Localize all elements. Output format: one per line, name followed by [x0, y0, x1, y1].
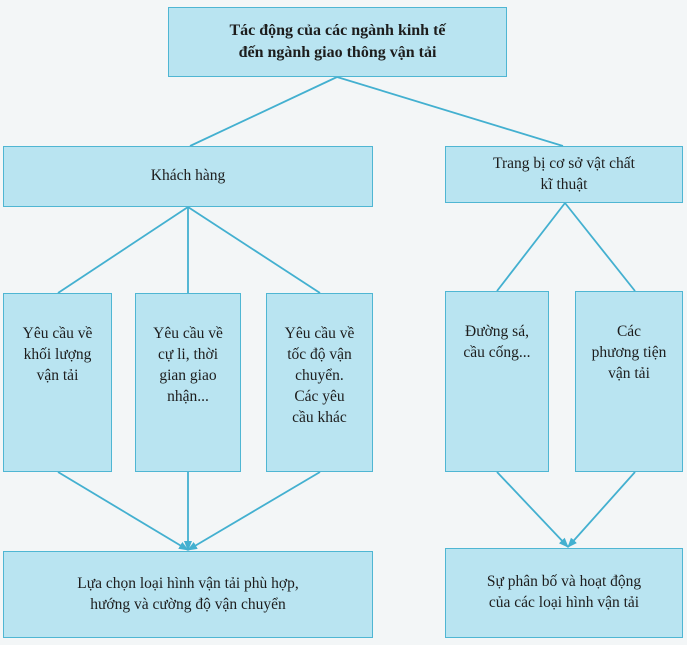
volume-requirement-box: [3, 293, 112, 472]
arrow-left-item3: [188, 472, 320, 550]
arrow-right-item2: [568, 472, 635, 547]
vehicles-box: [575, 291, 683, 472]
vehicles-line-2: phương tiện: [591, 343, 667, 361]
vehicles-line-3: vận tải: [608, 364, 650, 382]
arrow-left-item1: [58, 472, 188, 550]
distance-line-1: Yêu cầu về: [153, 325, 223, 342]
volume-line-2: khối lượng: [23, 345, 92, 363]
title-line-1: Tác động của các ngành kinh tế: [229, 22, 446, 40]
roads-line-1: Đường sá,: [465, 323, 529, 340]
distance-line-3: gian giao: [159, 366, 217, 384]
choice-line-1: Lựa chọn loại hình vận tải phù hợp,: [77, 574, 299, 592]
speed-requirement-box: [266, 293, 373, 472]
customer-box: [3, 146, 373, 207]
speed-line-5: cầu khác: [292, 408, 347, 426]
connector-right-item2: [565, 203, 635, 291]
roads-line-2: cầu cống...: [463, 343, 531, 361]
distribution-line-1: Sự phân bố và hoạt động: [486, 573, 642, 591]
speed-line-4: Các yêu: [294, 387, 345, 405]
vehicles-line-1: Các: [616, 323, 642, 340]
title-box: [168, 7, 507, 77]
connector-left-item3: [188, 207, 320, 293]
transport-choice-box: [3, 551, 373, 638]
title-line-2: đến ngành giao thông vận tải: [238, 44, 437, 61]
distance-time-requirement-box: [135, 293, 241, 472]
speed-line-3: chuyển.: [295, 366, 344, 384]
connector-right-item1: [497, 203, 565, 291]
connector-title-right: [337, 77, 563, 146]
distribution-line-2: của các loại hình vận tải: [488, 594, 640, 611]
volume-line-3: vận tải: [36, 366, 79, 384]
choice-line-2: hướng và cường độ vận chuyển: [90, 595, 286, 613]
roads-bridges-box: [445, 291, 549, 472]
speed-line-2: tốc độ vận: [287, 345, 352, 363]
distribution-activity-box: [445, 548, 683, 638]
volume-line-1: Yêu cầu về: [22, 325, 93, 342]
connector-left-item1: [58, 207, 188, 293]
speed-line-1: Yêu cầu về: [284, 325, 355, 342]
infrastructure-line-1: Trang bị cơ sở vật chất: [493, 154, 635, 172]
customer-label: Khách hàng: [150, 167, 226, 185]
connector-title-left: [190, 77, 337, 146]
infrastructure-box: [445, 146, 683, 203]
infrastructure-line-2: kĩ thuật: [540, 175, 588, 193]
arrow-right-item1: [497, 472, 568, 547]
distance-line-4: nhận...: [167, 387, 209, 405]
distance-line-2: cự li, thời: [157, 345, 219, 363]
